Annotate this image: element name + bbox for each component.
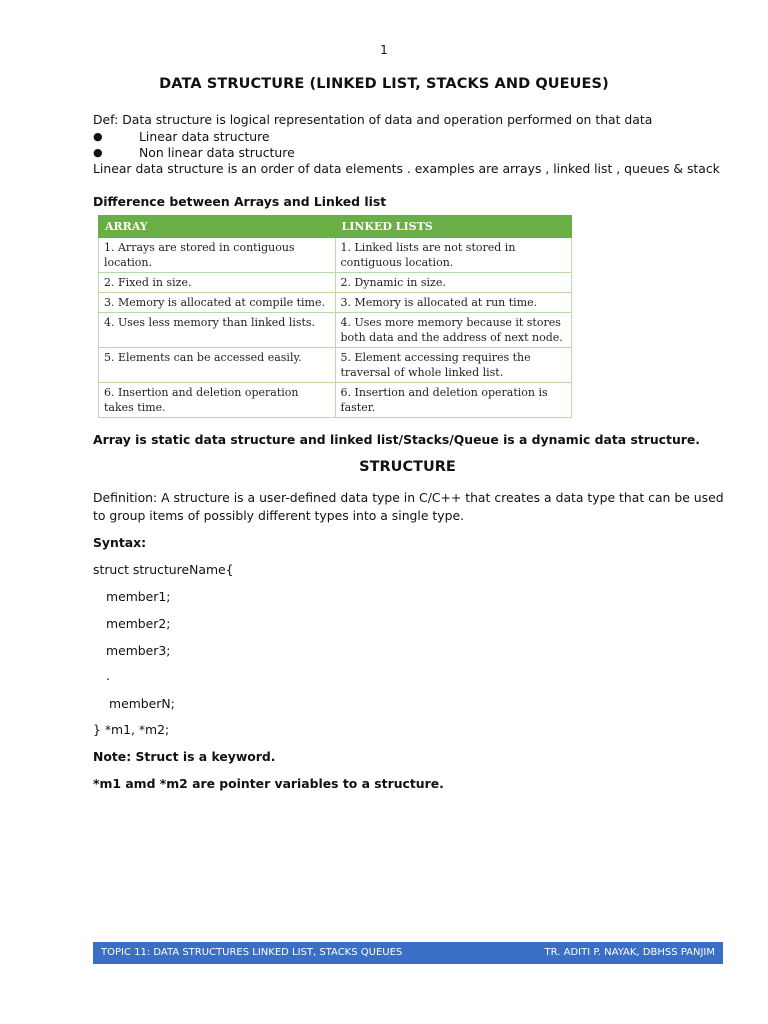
table-cell: 1. Arrays are stored in contiguous location. [99,238,336,273]
structure-heading: STRUCTURE [359,459,456,475]
table-cell: 1. Linked lists are not stored in contiguous location. [335,238,572,273]
table-header-row [99,216,572,238]
document-title: DATA STRUCTURE (LINKED LIST, STACKS AND QUEUES) [159,76,609,92]
table-cell: 6. Insertion and deletion operation is faster. [335,383,572,418]
table-row [99,273,572,293]
bullet-marker: ● [93,146,103,159]
code-line: . [106,668,110,683]
table-cell: 5. Element accessing requires the traversal of whole linked list. [335,348,572,383]
code-line: memberN; [109,696,175,711]
code-line: member1; [106,589,171,604]
table-cell: 4. Uses less memory than linked lists. [99,313,336,348]
table-row [99,238,572,273]
structure-definition: Definition: A structure is a user-defined data type in C/C++ that creates a data type that can be used to group items of possibly different types into a single type. [93,490,724,523]
table-cell: 3. Memory is allocated at run time. [335,293,572,313]
column-header-linked-lists: LINKED LISTS [335,216,572,238]
keyword-note: Note: Struct is a keyword. [93,749,276,764]
comparison-table [98,215,572,418]
table-row [99,348,572,383]
linear-note: Linear data structure is an order of data elements . examples are arrays , linked list , queues & stack [93,161,720,176]
bullet-item-linear: Linear data structure [139,129,270,144]
page-footer [93,942,723,964]
page-number: 1 [380,43,388,57]
bullet-item-nonlinear: Non linear data structure [139,145,295,160]
footer-author: TR. ADITI P. NAYAK, DBHSS PANJIM [544,947,715,958]
table-cell: 6. Insertion and deletion operation takes time. [99,383,336,418]
table-row [99,383,572,418]
code-line: member2; [106,616,171,631]
static-dynamic-note: Array is static data structure and linked list/Stacks/Queue is a dynamic data structure. [93,432,700,447]
syntax-label: Syntax: [93,535,147,550]
table-cell: 2. Fixed in size. [99,273,336,293]
table-cell: 4. Uses more memory because it stores both data and the address of next node. [335,313,572,348]
pointer-note: *m1 amd *m2 are pointer variables to a structure. [93,776,444,791]
table-heading: Difference between Arrays and Linked list [93,194,387,209]
table-cell: 2. Dynamic in size. [335,273,572,293]
code-line: } *m1, *m2; [93,722,170,737]
code-line: struct structureName{ [93,562,234,577]
definition-text: Def: Data structure is logical representation of data and operation performed on that data [93,112,653,127]
table-row [99,313,572,348]
footer-topic: TOPIC 11: DATA STRUCTURES LINKED LIST, STACKS QUEUES [101,947,403,958]
table-cell: 3. Memory is allocated at compile time. [99,293,336,313]
column-header-array: ARRAY [99,216,336,238]
code-line: member3; [106,643,171,658]
table-cell: 5. Elements can be accessed easily. [99,348,336,383]
table-row [99,293,572,313]
bullet-marker: ● [93,130,103,143]
